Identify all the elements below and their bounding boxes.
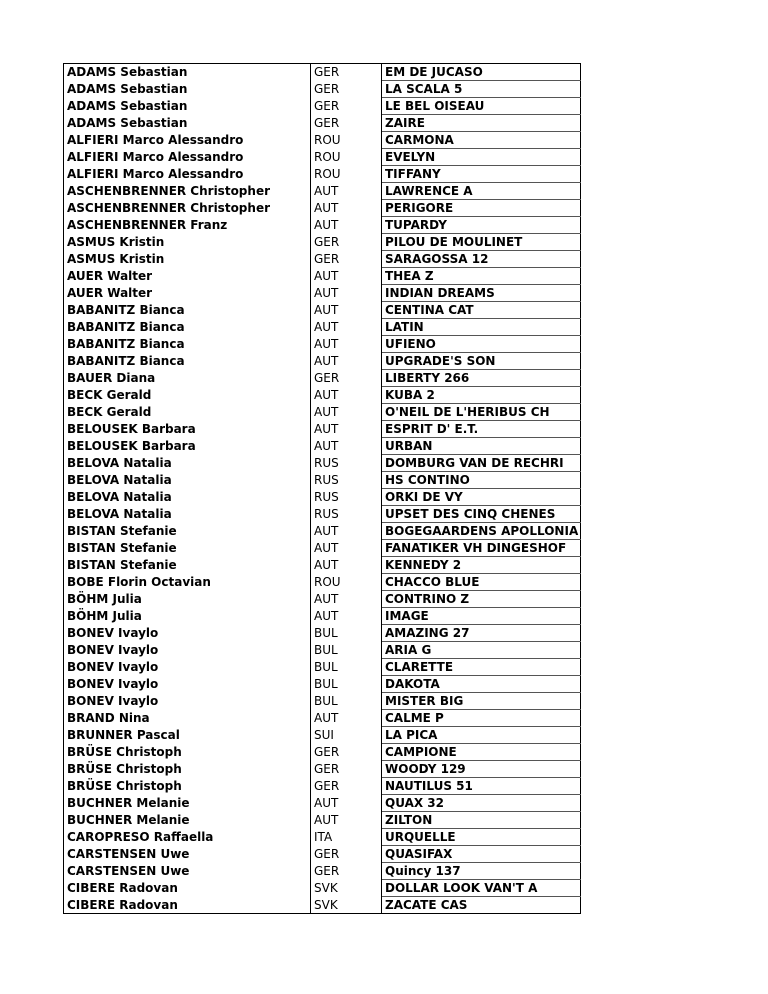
- entry-list-sheet: [63, 63, 581, 914]
- rider-name-cell: CARSTENSEN Uwe: [64, 846, 311, 863]
- table-row: [64, 608, 581, 625]
- nation-cell: GER: [311, 863, 382, 880]
- table-row: [64, 693, 581, 710]
- horse-name-cell: EM DE JUCASO: [382, 64, 581, 81]
- rider-name-cell: ALFIERI Marco Alessandro: [64, 149, 311, 166]
- nation-cell: ROU: [311, 132, 382, 149]
- table-row: [64, 200, 581, 217]
- table-row: [64, 557, 581, 574]
- nation-cell: AUT: [311, 268, 382, 285]
- table-row: [64, 234, 581, 251]
- rider-name-cell: BISTAN Stefanie: [64, 523, 311, 540]
- rider-name-cell: ASCHENBRENNER Christopher: [64, 200, 311, 217]
- horse-name-cell: FANATIKER VH DINGESHOF: [382, 540, 581, 557]
- rider-name-cell: BABANITZ Bianca: [64, 302, 311, 319]
- rider-name-cell: BABANITZ Bianca: [64, 336, 311, 353]
- horse-name-cell: Quincy 137: [382, 863, 581, 880]
- horse-name-cell: PERIGORE: [382, 200, 581, 217]
- horse-name-cell: TIFFANY: [382, 166, 581, 183]
- nation-cell: GER: [311, 744, 382, 761]
- horse-name-cell: WOODY 129: [382, 761, 581, 778]
- rider-name-cell: ADAMS Sebastian: [64, 98, 311, 115]
- horse-name-cell: URBAN: [382, 438, 581, 455]
- nation-cell: AUT: [311, 812, 382, 829]
- horse-name-cell: UPGRADE'S SON: [382, 353, 581, 370]
- nation-cell: AUT: [311, 557, 382, 574]
- table-row: [64, 506, 581, 523]
- rider-name-cell: BELOVA Natalia: [64, 472, 311, 489]
- nation-cell: AUT: [311, 540, 382, 557]
- rider-name-cell: BABANITZ Bianca: [64, 353, 311, 370]
- rider-name-cell: BRUNNER Pascal: [64, 727, 311, 744]
- table-row: [64, 863, 581, 880]
- nation-cell: AUT: [311, 387, 382, 404]
- table-row: [64, 336, 581, 353]
- horse-name-cell: AMAZING 27: [382, 625, 581, 642]
- table-row: [64, 370, 581, 387]
- horse-name-cell: LATIN: [382, 319, 581, 336]
- nation-cell: BUL: [311, 693, 382, 710]
- table-row: [64, 268, 581, 285]
- horse-name-cell: HS CONTINO: [382, 472, 581, 489]
- table-row: [64, 183, 581, 200]
- table-row: [64, 438, 581, 455]
- horse-name-cell: LIBERTY 266: [382, 370, 581, 387]
- table-row: [64, 829, 581, 846]
- rider-name-cell: BELOUSEK Barbara: [64, 421, 311, 438]
- horse-name-cell: KUBA 2: [382, 387, 581, 404]
- rider-name-cell: BISTAN Stefanie: [64, 540, 311, 557]
- nation-cell: GER: [311, 81, 382, 98]
- rider-name-cell: BECK Gerald: [64, 404, 311, 421]
- horse-name-cell: URQUELLE: [382, 829, 581, 846]
- table-row: [64, 642, 581, 659]
- horse-name-cell: LE BEL OISEAU: [382, 98, 581, 115]
- rider-name-cell: BRÜSE Christoph: [64, 744, 311, 761]
- horse-name-cell: CHACCO BLUE: [382, 574, 581, 591]
- rider-name-cell: ASCHENBRENNER Christopher: [64, 183, 311, 200]
- table-row: [64, 251, 581, 268]
- horse-name-cell: ZACATE CAS: [382, 897, 581, 914]
- rider-name-cell: BRÜSE Christoph: [64, 761, 311, 778]
- table-row: [64, 132, 581, 149]
- table-row: [64, 574, 581, 591]
- rider-name-cell: BONEV Ivaylo: [64, 625, 311, 642]
- horse-name-cell: KENNEDY 2: [382, 557, 581, 574]
- table-row: [64, 812, 581, 829]
- rider-name-cell: ASMUS Kristin: [64, 234, 311, 251]
- rider-name-cell: BUCHNER Melanie: [64, 795, 311, 812]
- table-row: [64, 795, 581, 812]
- rider-name-cell: BRÜSE Christoph: [64, 778, 311, 795]
- rider-name-cell: BONEV Ivaylo: [64, 693, 311, 710]
- table-row: [64, 710, 581, 727]
- rider-name-cell: BONEV Ivaylo: [64, 642, 311, 659]
- table-row: [64, 591, 581, 608]
- rider-name-cell: ADAMS Sebastian: [64, 81, 311, 98]
- nation-cell: GER: [311, 846, 382, 863]
- table-row: [64, 659, 581, 676]
- nation-cell: RUS: [311, 455, 382, 472]
- horse-name-cell: BOGEGAARDENS APOLLONIA: [382, 523, 581, 540]
- rider-name-cell: BECK Gerald: [64, 387, 311, 404]
- table-row: [64, 761, 581, 778]
- rider-name-cell: BOBE Florin Octavian: [64, 574, 311, 591]
- nation-cell: AUT: [311, 217, 382, 234]
- nation-cell: AUT: [311, 183, 382, 200]
- rider-name-cell: AUER Walter: [64, 285, 311, 302]
- nation-cell: GER: [311, 761, 382, 778]
- rider-name-cell: ALFIERI Marco Alessandro: [64, 132, 311, 149]
- horse-name-cell: CONTRINO Z: [382, 591, 581, 608]
- nation-cell: BUL: [311, 659, 382, 676]
- rider-name-cell: CIBERE Radovan: [64, 880, 311, 897]
- rider-name-cell: BELOVA Natalia: [64, 455, 311, 472]
- horse-name-cell: NAUTILUS 51: [382, 778, 581, 795]
- horse-name-cell: ZILTON: [382, 812, 581, 829]
- table-row: [64, 744, 581, 761]
- rider-name-cell: ASMUS Kristin: [64, 251, 311, 268]
- rider-name-cell: ADAMS Sebastian: [64, 115, 311, 132]
- table-row: [64, 455, 581, 472]
- nation-cell: SVK: [311, 880, 382, 897]
- rider-name-cell: ALFIERI Marco Alessandro: [64, 166, 311, 183]
- table-row: [64, 897, 581, 914]
- horse-name-cell: CAMPIONE: [382, 744, 581, 761]
- rider-name-cell: BABANITZ Bianca: [64, 319, 311, 336]
- horse-name-cell: ORKI DE VY: [382, 489, 581, 506]
- horse-name-cell: PILOU DE MOULINET: [382, 234, 581, 251]
- table-row: [64, 472, 581, 489]
- horse-name-cell: LAWRENCE A: [382, 183, 581, 200]
- horse-name-cell: DOLLAR LOOK VAN'T A: [382, 880, 581, 897]
- rider-name-cell: BUCHNER Melanie: [64, 812, 311, 829]
- horse-name-cell: UFIENO: [382, 336, 581, 353]
- table-row: [64, 353, 581, 370]
- horse-name-cell: MISTER BIG: [382, 693, 581, 710]
- table-row: [64, 302, 581, 319]
- nation-cell: BUL: [311, 642, 382, 659]
- table-row: [64, 319, 581, 336]
- rider-name-cell: BRAND Nina: [64, 710, 311, 727]
- nation-cell: GER: [311, 64, 382, 81]
- table-row: [64, 540, 581, 557]
- nation-cell: GER: [311, 778, 382, 795]
- rider-name-cell: BISTAN Stefanie: [64, 557, 311, 574]
- nation-cell: AUT: [311, 608, 382, 625]
- horse-name-cell: EVELYN: [382, 149, 581, 166]
- nation-cell: GER: [311, 251, 382, 268]
- horse-name-cell: TUPARDY: [382, 217, 581, 234]
- table-row: [64, 387, 581, 404]
- table-row: [64, 880, 581, 897]
- horse-name-cell: SARAGOSSA 12: [382, 251, 581, 268]
- nation-cell: GER: [311, 234, 382, 251]
- table-row: [64, 421, 581, 438]
- horse-name-cell: QUAX 32: [382, 795, 581, 812]
- nation-cell: AUT: [311, 795, 382, 812]
- nation-cell: ROU: [311, 149, 382, 166]
- table-row: [64, 64, 581, 81]
- horse-name-cell: DOMBURG VAN DE RECHRI: [382, 455, 581, 472]
- nation-cell: AUT: [311, 404, 382, 421]
- nation-cell: AUT: [311, 200, 382, 217]
- horse-name-cell: IMAGE: [382, 608, 581, 625]
- rider-name-cell: BÖHM Julia: [64, 591, 311, 608]
- nation-cell: AUT: [311, 302, 382, 319]
- table-row: [64, 778, 581, 795]
- nation-cell: AUT: [311, 591, 382, 608]
- rider-name-cell: AUER Walter: [64, 268, 311, 285]
- rider-name-cell: BELOUSEK Barbara: [64, 438, 311, 455]
- table-row: [64, 404, 581, 421]
- rider-name-cell: BONEV Ivaylo: [64, 659, 311, 676]
- horse-name-cell: INDIAN DREAMS: [382, 285, 581, 302]
- nation-cell: GER: [311, 98, 382, 115]
- rider-name-cell: BONEV Ivaylo: [64, 676, 311, 693]
- table-row: [64, 489, 581, 506]
- table-row: [64, 625, 581, 642]
- rider-name-cell: BELOVA Natalia: [64, 489, 311, 506]
- rider-name-cell: CAROPRESO Raffaella: [64, 829, 311, 846]
- nation-cell: GER: [311, 370, 382, 387]
- rider-name-cell: BELOVA Natalia: [64, 506, 311, 523]
- horse-name-cell: CLARETTE: [382, 659, 581, 676]
- horse-name-cell: QUASIFAX: [382, 846, 581, 863]
- rider-name-cell: ASCHENBRENNER Franz: [64, 217, 311, 234]
- nation-cell: AUT: [311, 710, 382, 727]
- nation-cell: SUI: [311, 727, 382, 744]
- nation-cell: AUT: [311, 438, 382, 455]
- table-row: [64, 285, 581, 302]
- table-row: [64, 81, 581, 98]
- horse-name-cell: ARIA G: [382, 642, 581, 659]
- nation-cell: RUS: [311, 472, 382, 489]
- rider-name-cell: ADAMS Sebastian: [64, 64, 311, 81]
- entry-list-body: [64, 64, 581, 914]
- entry-list-table: [63, 63, 581, 914]
- horse-name-cell: CALME P: [382, 710, 581, 727]
- nation-cell: BUL: [311, 676, 382, 693]
- nation-cell: SVK: [311, 897, 382, 914]
- table-row: [64, 149, 581, 166]
- nation-cell: GER: [311, 115, 382, 132]
- table-row: [64, 846, 581, 863]
- horse-name-cell: ZAIRE: [382, 115, 581, 132]
- table-row: [64, 166, 581, 183]
- nation-cell: AUT: [311, 285, 382, 302]
- nation-cell: AUT: [311, 523, 382, 540]
- horse-name-cell: ESPRIT D' E.T.: [382, 421, 581, 438]
- horse-name-cell: LA SCALA 5: [382, 81, 581, 98]
- nation-cell: AUT: [311, 421, 382, 438]
- table-row: [64, 98, 581, 115]
- horse-name-cell: THEA Z: [382, 268, 581, 285]
- horse-name-cell: CARMONA: [382, 132, 581, 149]
- rider-name-cell: CIBERE Radovan: [64, 897, 311, 914]
- table-row: [64, 217, 581, 234]
- nation-cell: AUT: [311, 319, 382, 336]
- nation-cell: AUT: [311, 336, 382, 353]
- horse-name-cell: DAKOTA: [382, 676, 581, 693]
- nation-cell: ROU: [311, 574, 382, 591]
- nation-cell: RUS: [311, 489, 382, 506]
- table-row: [64, 115, 581, 132]
- rider-name-cell: CARSTENSEN Uwe: [64, 863, 311, 880]
- nation-cell: BUL: [311, 625, 382, 642]
- horse-name-cell: UPSET DES CINQ CHENES: [382, 506, 581, 523]
- nation-cell: RUS: [311, 506, 382, 523]
- table-row: [64, 676, 581, 693]
- horse-name-cell: CENTINA CAT: [382, 302, 581, 319]
- rider-name-cell: BAUER Diana: [64, 370, 311, 387]
- table-row: [64, 727, 581, 744]
- nation-cell: ITA: [311, 829, 382, 846]
- horse-name-cell: LA PICA: [382, 727, 581, 744]
- table-row: [64, 523, 581, 540]
- horse-name-cell: O'NEIL DE L'HERIBUS CH: [382, 404, 581, 421]
- rider-name-cell: BÖHM Julia: [64, 608, 311, 625]
- nation-cell: AUT: [311, 353, 382, 370]
- nation-cell: ROU: [311, 166, 382, 183]
